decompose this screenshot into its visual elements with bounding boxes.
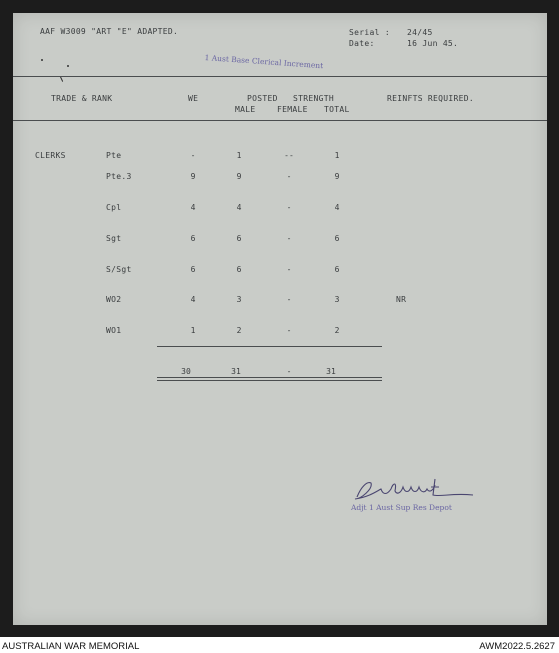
we-cell: 6 — [190, 234, 196, 243]
total-rule-lower — [157, 380, 382, 381]
female-cell: - — [286, 172, 292, 181]
rank-cell: Sgt — [106, 234, 122, 243]
header-female: FEMALE — [277, 105, 308, 114]
female-total: - — [286, 367, 292, 376]
female-cell: - — [286, 265, 292, 274]
total-cell: 6 — [334, 265, 340, 274]
we-total: 30 — [181, 367, 191, 376]
male-total: 31 — [231, 367, 241, 376]
we-cell: 9 — [190, 172, 196, 181]
header-top-rule — [13, 76, 547, 77]
header-total: TOTAL — [324, 105, 350, 114]
document-page — [13, 13, 547, 625]
total-cell: 6 — [334, 234, 340, 243]
subtotal-rule — [157, 346, 382, 347]
total-cell: 3 — [334, 295, 340, 304]
we-cell: - — [190, 151, 196, 160]
signature-stamp: Adjt 1 Aust Sup Res Depot — [351, 503, 452, 512]
rank-cell: WO1 — [106, 326, 122, 335]
reinfts-cell: NR — [396, 295, 407, 304]
header-trade-rank: TRADE & RANK — [51, 94, 113, 103]
header-we: WE — [188, 94, 199, 103]
header-posted-strength: POSTED STRENGTH — [247, 94, 334, 103]
total-cell: 9 — [334, 172, 340, 181]
date-label: Date: — [349, 39, 375, 48]
rank-cell: S/Sgt — [106, 265, 132, 274]
header-male: MALE — [235, 105, 256, 114]
male-cell: 9 — [236, 172, 242, 181]
female-cell: - — [286, 234, 292, 243]
total-cell: 1 — [334, 151, 340, 160]
date-value: 16 Jun 45. — [407, 39, 459, 48]
male-cell: 2 — [236, 326, 242, 335]
footer-accession-number: AWM2022.5.2627 — [479, 641, 555, 652]
female-cell: - — [286, 295, 292, 304]
form-reference: AAF W3009 "ART "E" ADAPTED. — [40, 27, 179, 36]
we-cell: 6 — [190, 265, 196, 274]
male-cell: 1 — [236, 151, 242, 160]
ink-mark — [41, 59, 43, 61]
rank-cell: Pte.3 — [106, 172, 132, 181]
male-cell: 4 — [236, 203, 242, 212]
header-reinfts-required: REINFTS REQUIRED. — [387, 94, 474, 103]
female-cell: - — [286, 326, 292, 335]
male-cell: 3 — [236, 295, 242, 304]
we-cell: 4 — [190, 295, 196, 304]
trade-label: CLERKS — [35, 151, 66, 160]
male-cell: 6 — [236, 234, 242, 243]
total-cell: 4 — [334, 203, 340, 212]
header-bottom-rule — [13, 120, 547, 121]
total-cell: 2 — [334, 326, 340, 335]
male-cell: 6 — [236, 265, 242, 274]
female-cell: - — [286, 203, 292, 212]
grand-total: 31 — [326, 367, 336, 376]
footer-institution: AUSTRALIAN WAR MEMORIAL — [2, 641, 140, 652]
rank-cell: Cpl — [106, 203, 122, 212]
serial-value: 24/45 — [407, 28, 433, 37]
rank-cell: WO2 — [106, 295, 122, 304]
we-cell: 4 — [190, 203, 196, 212]
we-cell: 1 — [190, 326, 196, 335]
ink-mark — [67, 65, 69, 67]
unit-stamp: 1 Aust Base Clerical Increment — [204, 53, 324, 71]
total-rule-upper — [157, 377, 382, 378]
rank-cell: Pte — [106, 151, 122, 160]
female-cell: -- — [284, 151, 294, 160]
signature — [351, 475, 477, 505]
serial-label: Serial : — [349, 28, 390, 37]
